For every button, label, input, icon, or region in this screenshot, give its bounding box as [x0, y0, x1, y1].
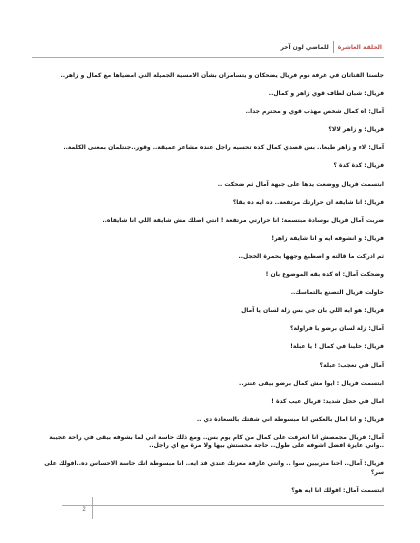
paragraph: فريال: و زاهر لالا؟	[328, 126, 384, 134]
footer-divider	[92, 497, 93, 519]
paragraph: آمال في تعجب: عبلة؟	[319, 361, 384, 369]
paragraph: ضربت آمال فريال بوسادة مبتسمة: انا حرارتي مرتفعة ! انتي اصلك مش شايفة اللي انا شايفاه..	[102, 216, 384, 224]
header-rule	[32, 57, 384, 58]
paragraph: امال في خجل شديد: فريال عيب كدة !	[271, 397, 384, 405]
paragraph: فريال: و انا امال بالعكس انا مبسوطة اني شفتك بالسعادة دي ..	[196, 415, 384, 423]
paragraph: ابتسمت آمال: افولك انا ايه هو؟	[291, 487, 384, 495]
paragraph: آمال: فريال مجمصش انا اتعرفت على كمال من كام يوم بس.. ومع ذلك حاسة اني لما بشوفه بيقى في راحة عجيبة ..واني عايزة افضل اشوفه على طول.. حاجة محستش بيها ولا مرة مع اي راجل..	[49, 433, 384, 450]
paragraph: آمال: زلة لسان برضو يا فراولة؟	[289, 325, 384, 333]
story-body	[32, 72, 384, 505]
paragraph: حاولت فريال التصنع بالتماسك..	[290, 289, 384, 297]
paragraph: آمال: لاء و زاهر طبعا.. بس قصدي كمال كده تحسيه راجل عنده مشاعر عميقة.. وقور..جنتلمان بمعنى الكلمة..	[63, 144, 384, 152]
paragraph: ابتسمت فريال ووضعت يدها على جبهة آمال ثم ضحكت ..	[217, 180, 384, 188]
paragraph: فريال: انا شايفة ان حرارتك مرتفعة.. ده ايه ده بقا؟	[232, 198, 384, 206]
paragraph: فريال: و انشوفه ايه و انا شايفة زاهر!	[271, 234, 384, 242]
paragraph: فريال: خلينا في كمال ! يا عبلة!	[290, 343, 384, 351]
paragraph: جلستا الفتاتان في غرفة نوم فريال يضحكان و يتسامران بشأن الامسية الجميلة التي امضياها مع كمال و زاهر..	[60, 72, 384, 79]
book-title: للماضي لون آخر	[280, 43, 329, 51]
paragraph: فريال: آمال.. احنا متربيين سوا .. وانتي عارفة معزتك عندي قد ايه.. انا مبسوطة انك حاسة الاحساس ده..افولك على سر؟	[44, 460, 384, 476]
page-number: 2	[82, 507, 86, 513]
footer-rule	[62, 505, 384, 506]
paragraph: فريال: هو ايه اللي بان جي بس زلة لسان يا آمال	[241, 307, 384, 315]
paragraph: وضحكت آمال: اه كده بقه الموضوع بان !	[265, 271, 384, 279]
paragraph: فريال: شبان لطاف قوي زاهر و كمال..	[268, 90, 384, 98]
paragraph: ثم ادركت ما قالته و اصطبغ وجهها بحمرة الخجل..	[238, 252, 384, 260]
paragraph: آمال: اه كمال شخص مهذب قوي و محترم جدا..	[245, 108, 384, 116]
paragraph: فريال: كدة كدة ؟	[333, 162, 384, 170]
header-separator	[333, 41, 334, 53]
chapter-label: الحلقة العاشرة	[337, 43, 382, 51]
page-header	[258, 40, 382, 54]
paragraph: ابتسمت فريال : ايوا مش كمال برضو بيقى عنتر..	[239, 379, 384, 387]
